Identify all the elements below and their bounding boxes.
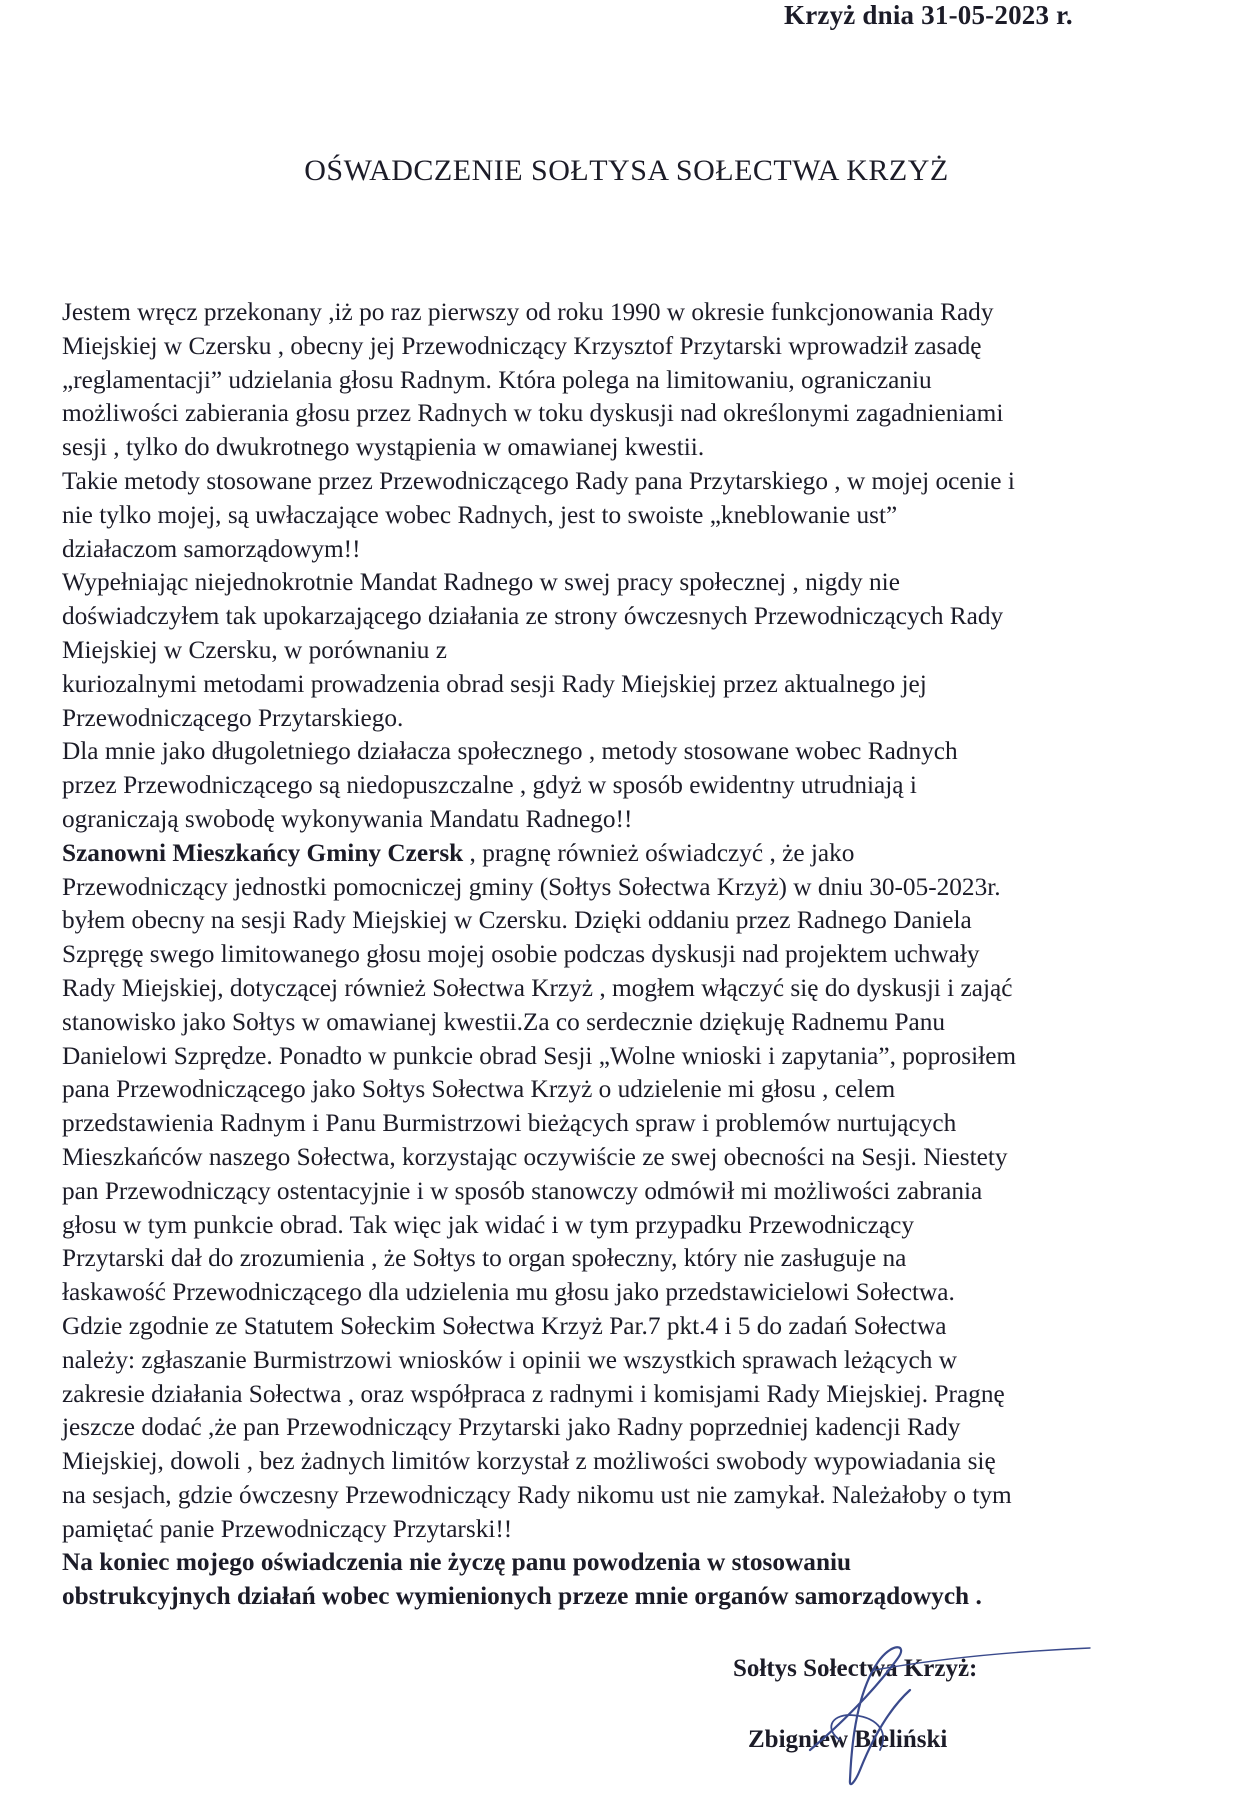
body-line: przedstawienia Radnym i Panu Burmistrzowi bieżących spraw i problemów nurtujących: [62, 1109, 957, 1138]
body-line: należy: zgłaszanie Burmistrzowi wniosków i opinii we wszystkich sprawach leżących w: [62, 1345, 957, 1374]
body-line: pamiętać panie Przewodniczący Przytarski!!: [62, 1514, 513, 1543]
signature-title: Sołtys Sołectwa Krzyż:: [733, 1655, 978, 1682]
body-line: Dla mnie jako długoletniego działacza społecznego , metody stosowane wobec Radnych: [62, 737, 958, 766]
body-line: Danielowi Szprędze. Ponadto w punkcie obrad Sesji „Wolne wnioski i zapytania”, poprosiłem: [62, 1041, 1017, 1070]
address-rest: , pragnę również oświadczyć , że jako: [463, 838, 855, 867]
body-line: Miejskiej, dowoli , bez żadnych limitów korzystał z możliwości swobody wypowiadania się: [62, 1447, 996, 1476]
closing-line: Na koniec mojego oświadczenia nie życzę panu powodzenia w stosowaniu: [62, 1548, 852, 1577]
body-line: Jestem wręcz przekonany ,iż po raz pierwszy od roku 1990 w okresie funkcjonowania Rady: [62, 298, 994, 326]
address-bold-lead: Szanowni Mieszkańcy Gminy Czersk: [62, 838, 464, 867]
body-line: ograniczają swobodę wykonywania Mandatu Radnego!!: [62, 804, 633, 833]
body-line: Szpręgę swego limitowanego głosu mojej osobie podczas dyskusji nad projektem uchwały: [62, 940, 980, 969]
signature-stroke-flourish: [875, 1648, 1090, 1670]
document-date: Krzyż dnia 31-05-2023 r.: [784, 0, 1073, 30]
closing-line: obstrukcyjnych działań wobec wymienionych przeze mnie organów samorządowych .: [62, 1582, 982, 1611]
body-line: byłem obecny na sesji Rady Miejskiej w Czersku. Dzięki oddaniu przez Radnego Daniela: [62, 906, 972, 935]
handwritten-signature-icon: [780, 1630, 1100, 1800]
body-line: pana Przewodniczącego jako Sołtys Sołectwa Krzyż o udzielenie mi głosu , celem: [62, 1075, 896, 1104]
body-line: głosu w tym punkcie obrad. Tak więc jak widać i w tym przypadku Przewodniczący: [62, 1210, 914, 1239]
body-line: Mieszkańców naszego Sołectwa, korzystając oczywiście ze swej obecności na Sesji. Niestety: [62, 1142, 1008, 1171]
body-line: zakresie działania Sołectwa , oraz współpraca z radnymi i komisjami Rady Miejskiej. Pragnę: [62, 1379, 1005, 1408]
body-line: kuriozalnymi metodami prowadzenia obrad sesji Rady Miejskiej przez aktualnego jej: [62, 669, 927, 698]
body-line-address: [62, 837, 1192, 871]
body-line: Miejskiej w Czersku , obecny jej Przewodniczący Krzysztof Przytarski wprowadził zasadę: [62, 331, 982, 360]
body-line: na sesjach, gdzie ówczesny Przewodniczący Rady nikomu ust nie zamykał. Należałoby o tym: [62, 1480, 1012, 1509]
body-line: Rady Miejskiej, dotyczącej również Sołectwa Krzyż , mogłem włączyć się do dyskusji i zająć: [62, 973, 1013, 1002]
body-line: stanowisko jako Sołtys w omawianej kwestii.Za co serdecznie dziękuję Radnemu Panu: [62, 1007, 946, 1036]
body-line: Miejskiej w Czersku, w porównaniu z: [62, 635, 447, 664]
body-line: Przewodniczący jednostki pomocniczej gminy (Sołtys Sołectwa Krzyż) w dniu 30-05-2023r.: [62, 872, 1001, 901]
body-line: nie tylko mojej, są uwłaczające wobec Radnych, jest to swoiste „kneblowanie ust”: [62, 500, 898, 529]
body-line: działaczom samorządowym!!: [62, 534, 361, 563]
body-line: Przewodniczącego Przytarskiego.: [62, 703, 404, 732]
body-line: sesji , tylko do dwukrotnego wystąpienia w omawianej kwestii.: [62, 433, 705, 462]
body-line: łaskawość Przewodniczącego dla udzielenia mu głosu jako przedstawicielowi Sołectwa.: [62, 1278, 955, 1307]
body-line: Wypełniając niejednokrotnie Mandat Radnego w swej pracy społecznej , nigdy nie: [62, 568, 900, 597]
body-line: Gdzie zgodnie ze Statutem Sołeckim Sołectwa Krzyż Par.7 pkt.4 i 5 do zadań Sołectwa: [62, 1311, 947, 1340]
body-line: Przytarski dał do zrozumienia , że Sołtys to organ społeczny, który nie zasługuje na: [62, 1244, 907, 1273]
body-line: jeszcze dodać ,że pan Przewodniczący Przytarski jako Radny poprzedniej kadencji Rady: [62, 1413, 961, 1442]
body-line: możliwości zabierania głosu przez Radnych w toku dyskusji nad określonymi zagadnieniami: [62, 399, 1004, 428]
document-body: [62, 296, 1192, 1614]
body-line: „reglamentacji” udzielania głosu Radnym. Która polega na limitowaniu, ograniczaniu: [62, 365, 932, 394]
body-line: Takie metody stosowane przez Przewodniczącego Rady pana Przytarskiego , w mojej ocenie i: [62, 466, 1015, 495]
body-line: pan Przewodniczący ostentacyjnie i w sposób stanowczy odmówił mi możliwości zabrania: [62, 1176, 983, 1205]
body-line: przez Przewodniczącego są niedopuszczalne , gdyż w sposób ewidentny utrudniają i: [62, 771, 917, 800]
document-title: OŚWADCZENIE SOŁTYSA SOŁECTWA KRZYŻ: [304, 154, 949, 187]
body-line: doświadczyłem tak upokarzającego działania ze strony ówczesnych Przewodniczących Rady: [62, 602, 1004, 631]
signature-name: Zbigniew Bieliński: [748, 1726, 948, 1753]
